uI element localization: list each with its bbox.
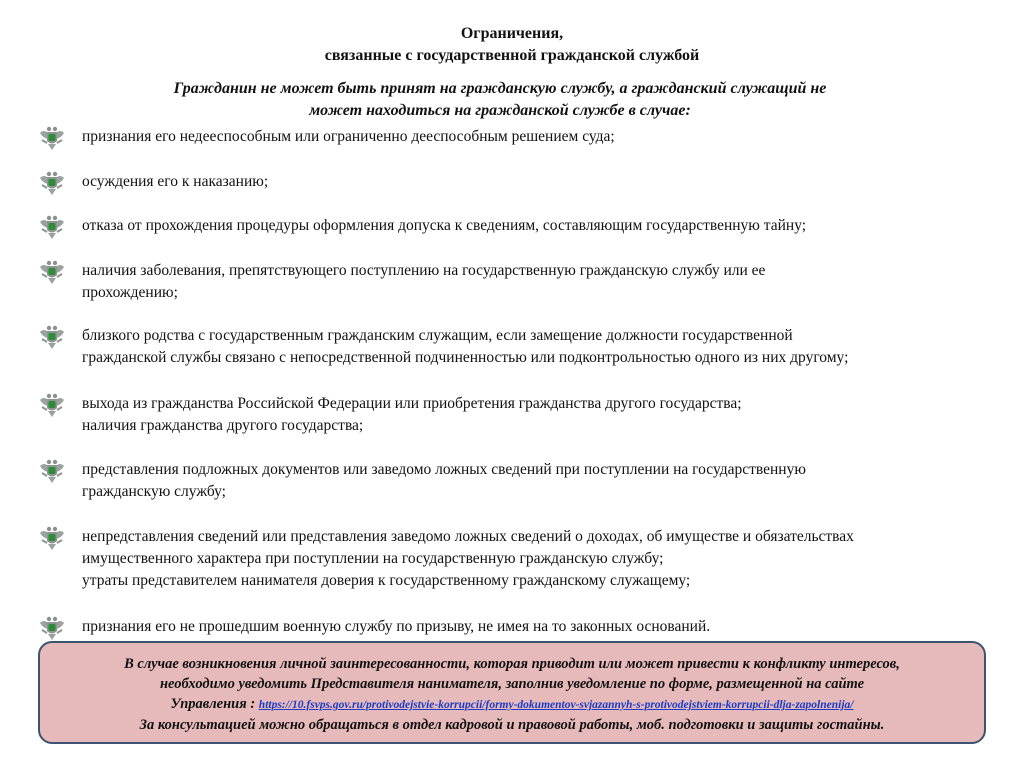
list-item [82,393,1012,437]
title-line-2: связанные с государственной гражданской службой [324,47,700,64]
list-item-line: признания его не прошедшим военную службу по призыву, не имея на то законных оснований. [82,618,711,635]
list-item-line: гражданской службы связано с непосредственной подчиненностью или подконтрольностью одного из них другому; [82,349,849,366]
list-item [82,616,1012,638]
list-item [82,260,1012,304]
emblem-bullet-icon [38,169,66,197]
emblem-bullet-icon [38,124,66,152]
list-item [82,171,1012,193]
notice-line-4: За консультацией можно обращаться в отдел кадровой и правовой работы, моб. подготовки и защиты гостайны. [139,717,885,733]
subtitle-line-2: может находиться на гражданской службе в случае: [309,102,691,119]
list-item-line: признания его недееспособным или ограниченно дееспособным решением суда; [82,128,615,145]
title-line-1: Ограничения, [460,25,564,42]
subtitle [60,78,940,122]
list-item-line: выхода из гражданства Российской Федерации или приобретения гражданства другого государства; [82,395,742,412]
list-item [82,325,1012,369]
list-item-line: прохождению; [82,284,178,301]
subtitle-line-1: Гражданин не может быть принят на гражданскую службу, а гражданский служащий не [173,80,827,97]
emblem-bullet-icon [38,614,66,642]
list-item-line: представления подложных документов или заведомо ложных сведений при поступлении на государственную [82,461,806,478]
emblem-bullet-icon [38,457,66,485]
notice-prefix: Управления : [170,696,259,712]
list-item-line: осуждения его к наказанию; [82,173,269,190]
notice-line-2: необходимо уведомить Представителя нанимателя, заполнив уведомление по форме, размещенной на сайте [159,676,865,692]
list-item [82,126,1012,148]
emblem-bullet-icon [38,323,66,351]
emblem-bullet-icon [38,524,66,552]
list-item-line: наличия заболевания, препятствующего поступлению на государственную гражданскую службу или ее [82,262,766,279]
list-item-line: имущественного характера при поступлении на государственную гражданскую службу; [82,550,664,567]
list-item [82,215,1012,237]
list-item [82,459,1012,503]
emblem-bullet-icon [38,213,66,241]
notice-box [38,641,986,744]
emblem-bullet-icon [38,258,66,286]
list-item [82,526,1012,592]
form-link[interactable]: https://10.fsvps.gov.ru/protivodejstvie-korrupcii/formy-dokumentov-svjazannyh-s-protivodejstviem-korrupcii-dlja-zapolnenija/ [258,699,854,711]
list-item-line: наличия гражданства другого государства; [82,417,364,434]
list-item-line: гражданскую службу; [82,483,226,500]
list-item-line: отказа от прохождения процедуры оформления допуска к сведениям, составляющим государственную тайну; [82,217,807,234]
notice-line-1: В случае возникновения личной заинтересованности, которая приводит или может привести к конфликту интересов, [124,656,900,672]
emblem-bullet-icon [38,391,66,419]
list-item-line: непредставления сведений или представления заведомо ложных сведений о доходах, об имуществе и обязательствах [82,528,854,545]
list-item-line: утраты представителем нанимателя доверия к государственному гражданскому служащему; [82,572,691,589]
notice-line-3 [40,694,984,715]
list-item-line: близкого родства с государственным гражданским служащим, если замещение должности государственной [82,327,793,344]
